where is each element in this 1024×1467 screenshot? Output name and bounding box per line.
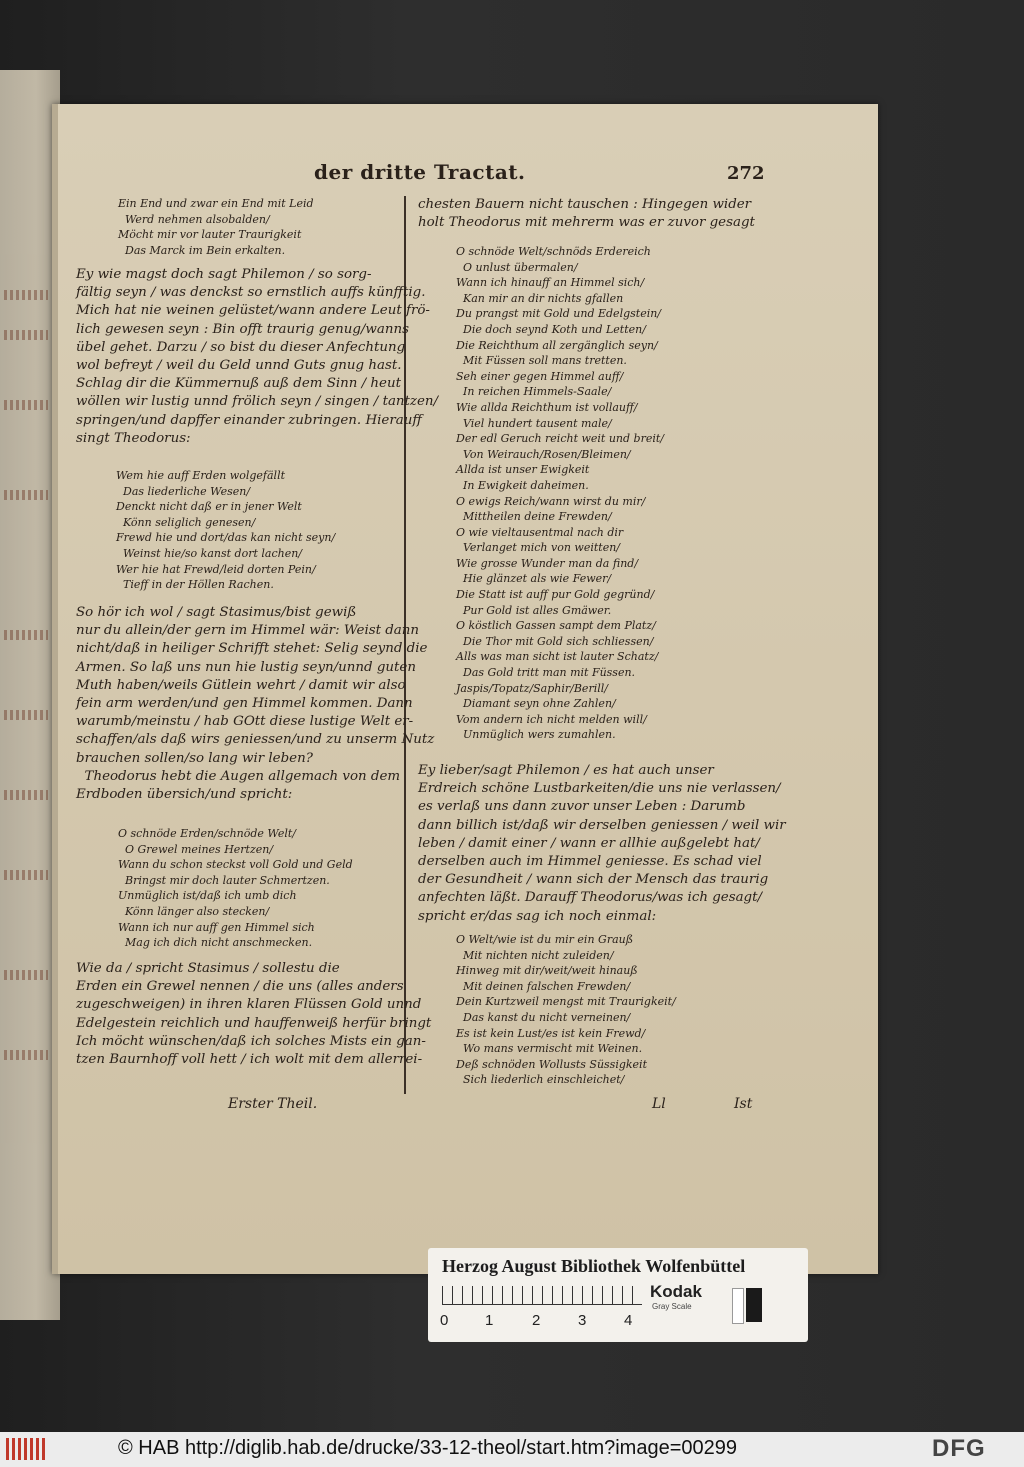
text-line: warumb/meinstu / hab GOtt diese lustige Welt er- bbox=[76, 714, 414, 730]
text-line: Möcht mir vor lauter Traurigkeit bbox=[118, 228, 302, 242]
text-line: Ich möcht wünschen/daß ich solches Mists ein gan- bbox=[76, 1033, 426, 1049]
footer-volume: Erster Theil. bbox=[228, 1096, 318, 1112]
text-line: So hör ich wol / sagt Stasimus/bist gewiß bbox=[76, 605, 357, 620]
text-line: O wie vieltausentmal nach dir bbox=[456, 525, 624, 539]
text-line: O Welt/wie ist du mir ein Grauß bbox=[456, 933, 634, 946]
text-line: Deß schnöden Wollusts Süssigkeit bbox=[456, 1057, 647, 1071]
text-line: In reichen Himmels-Saale/ bbox=[456, 385, 612, 399]
text-line: leben / damit einer / wann er allhie außgelebt hat/ bbox=[418, 835, 760, 851]
text-line: anfechten läßt. Darauff Theodorus/was ich gesagt/ bbox=[418, 890, 763, 906]
text-line: springen/und dapffer einander zubringen. Hierauff bbox=[76, 412, 422, 428]
bottom-credit-bar bbox=[0, 1432, 1024, 1467]
text-line: Hie glänzet als wie Fewer/ bbox=[456, 572, 612, 586]
left-verse-2 bbox=[116, 468, 335, 593]
text-line: brauchen sollen/so lang wir leben? bbox=[76, 750, 313, 766]
text-line: Wann du schon steckst voll Gold und Geld bbox=[118, 858, 353, 872]
text-line: Viel hundert tausent male/ bbox=[456, 416, 612, 430]
text-line: Alls was man sicht ist lauter Schatz/ bbox=[456, 650, 659, 664]
text-line: Wann ich hinauff an Himmel sich/ bbox=[456, 276, 645, 290]
text-line: wol befreyt / weil du Geld unnd Guts gnug hast. bbox=[76, 358, 402, 374]
hab-logo-icon bbox=[6, 1438, 46, 1460]
left-prose-1 bbox=[76, 266, 438, 448]
text-line: Du prangst mit Gold und Edelgstein/ bbox=[456, 307, 662, 321]
text-line: Muth haben/weils Gütlein wehrt / damit wir also bbox=[76, 677, 406, 693]
left-verse-1 bbox=[118, 196, 314, 258]
credit-link[interactable]: © HAB http://diglib.hab.de/drucke/33-12-theol/start.htm?image=00299 bbox=[118, 1437, 737, 1459]
text-line: Könn seliglich genesen/ bbox=[116, 515, 256, 529]
scale-ruler bbox=[442, 1286, 642, 1305]
text-line: O Grewel meines Hertzen/ bbox=[118, 842, 274, 856]
text-line: Kan mir an dir nichts gfallen bbox=[456, 291, 624, 305]
text-line: nur du allein/der gern im Himmel wär: Weist dann bbox=[76, 623, 420, 639]
text-line: Wer hie hat Frewd/leid dorten Pein/ bbox=[116, 562, 316, 576]
text-line: Die Statt ist auff pur Gold gegründ/ bbox=[456, 588, 655, 602]
text-line: Theodorus hebt die Augen allgemach von dem bbox=[76, 768, 401, 784]
text-line: Sich liederlich einschleichet/ bbox=[456, 1073, 625, 1087]
text-line: Das Gold tritt man mit Füssen. bbox=[456, 666, 636, 680]
kodak-logo: Kodak bbox=[650, 1282, 702, 1301]
text-line: holt Theodorus mit mehrerm was er zuvor gesagt bbox=[418, 215, 755, 231]
text-line: Bringst mir doch lauter Schmertzen. bbox=[118, 873, 330, 887]
white-swatch bbox=[732, 1288, 744, 1324]
text-line: Mit deinen falschen Frewden/ bbox=[456, 979, 631, 993]
text-line: Das kanst du nicht verneinen/ bbox=[456, 1010, 631, 1024]
dfg-logo: DFG bbox=[932, 1435, 986, 1462]
text-line: Ein End und zwar ein End mit Leid bbox=[118, 197, 314, 210]
text-line: O ewigs Reich/wann wirst du mir/ bbox=[456, 494, 646, 508]
text-line: Wie grosse Wunder man da find/ bbox=[456, 556, 639, 570]
text-line: Erden ein Grewel nennen / die uns (alles anders bbox=[76, 979, 404, 995]
text-line: Erdboden übersich/und spricht: bbox=[76, 787, 293, 803]
signature-mark: Ll bbox=[652, 1096, 666, 1112]
text-line: Pur Gold ist alles Gmäwer. bbox=[456, 603, 612, 617]
text-line: Hinweg mit dir/weit/weit hinauß bbox=[456, 964, 638, 978]
text-line: fältig seyn / was denckst so ernstlich auffs künfftig. bbox=[76, 285, 426, 301]
text-line: Wem hie auff Erden wolgefällt bbox=[116, 469, 286, 482]
text-line: Das Marck im Bein erkalten. bbox=[118, 243, 286, 257]
right-verse-2 bbox=[456, 932, 676, 1088]
text-line: Ey lieber/sagt Philemon / es hat auch unser bbox=[418, 763, 714, 778]
text-line: Schlag dir die Kümmernuß auß dem Sinn / heut bbox=[76, 376, 401, 392]
text-line: Von Weirauch/Rosen/Bleimen/ bbox=[456, 447, 631, 461]
ruler-number: 4 bbox=[624, 1312, 633, 1329]
text-line: Das liederliche Wesen/ bbox=[116, 484, 251, 498]
text-line: Erdreich schöne Lustbarkeiten/die uns nie verlassen/ bbox=[418, 781, 781, 797]
text-line: der Gesundheit / wann sich der Mensch das traurig bbox=[418, 872, 769, 888]
text-line: Werd nehmen alsobalden/ bbox=[118, 212, 270, 226]
previous-page-edge bbox=[0, 70, 60, 1320]
black-swatch bbox=[746, 1288, 762, 1322]
catchword: Ist bbox=[734, 1096, 753, 1112]
text-line: übel gehet. Darzu / so bist du dieser Anfechtung bbox=[76, 339, 406, 355]
page-number: 272 bbox=[727, 163, 765, 184]
text-line: O schnöde Welt/schnöds Erdereich bbox=[456, 245, 651, 258]
text-line: wöllen wir lustig unnd frölich seyn / singen / tantzen/ bbox=[76, 394, 439, 410]
text-line: O köstlich Gassen sampt dem Platz/ bbox=[456, 619, 656, 633]
text-line: Wo mans vermischt mit Weinen. bbox=[456, 1042, 643, 1056]
text-line: Verlanget mich von weitten/ bbox=[456, 541, 621, 555]
text-line: Mit Füssen soll mans tretten. bbox=[456, 354, 627, 368]
text-line: Armen. So laß uns nun hie lustig seyn/unnd guten bbox=[76, 659, 416, 675]
text-line: Denckt nicht daß er in jener Welt bbox=[116, 500, 302, 514]
text-line: schaffen/als daß wirs geniessen/und zu unserm Nutz bbox=[76, 732, 435, 748]
page-gutter bbox=[52, 104, 58, 1274]
text-line: fein arm werden/und gen Himmel kommen. Dann bbox=[76, 696, 413, 712]
text-line: O schnöde Erden/schnöde Welt/ bbox=[118, 827, 296, 840]
text-line: Mag ich dich nicht anschmecken. bbox=[118, 936, 313, 950]
text-line: lich gewesen seyn : Bin offt traurig genug/wanns bbox=[76, 321, 410, 337]
text-line: Mit nichten nicht zuleiden/ bbox=[456, 948, 614, 962]
text-line: Weinst hie/so kanst dort lachen/ bbox=[116, 546, 302, 560]
text-line: Es ist kein Lust/es ist kein Frewd/ bbox=[456, 1026, 646, 1040]
text-line: Unmüglich ist/daß ich umb dich bbox=[118, 889, 297, 903]
text-line: Tieff in der Höllen Rachen. bbox=[116, 578, 274, 592]
text-line: Seh einer gegen Himmel auff/ bbox=[456, 369, 624, 383]
left-verse-3 bbox=[118, 826, 353, 951]
library-name: Herzog August Bibliothek Wolfenbüttel bbox=[442, 1256, 746, 1276]
text-line: Unmüglich wers zumahlen. bbox=[456, 728, 616, 742]
ruler-number: 2 bbox=[532, 1312, 541, 1329]
text-line: Vom andern ich nicht melden will/ bbox=[456, 712, 647, 726]
text-line: Die Reichthum all zergänglich seyn/ bbox=[456, 338, 658, 352]
text-line: derselben auch im Himmel geniesse. Es schad viel bbox=[418, 854, 762, 870]
text-line: In Ewigkeit daheimen. bbox=[456, 478, 589, 492]
text-line: chesten Bauern nicht tauschen : Hingegen wider bbox=[418, 197, 752, 212]
text-line: es verlaß uns dann zuvor unser Leben : Darumb bbox=[418, 799, 746, 815]
text-line: Frewd hie und dort/das kan nicht seyn/ bbox=[116, 531, 336, 545]
text-line: nicht/daß in heiliger Schrifft stehet: Selig seynd die bbox=[76, 641, 428, 657]
text-line: Diamant seyn ohne Zahlen/ bbox=[456, 697, 616, 711]
text-line: spricht er/das sag ich noch einmal: bbox=[418, 908, 657, 924]
text-line: Die doch seynd Koth und Letten/ bbox=[456, 322, 646, 336]
text-line: O unlust übermalen/ bbox=[456, 260, 578, 274]
library-label-card bbox=[428, 1248, 808, 1342]
text-line: Dein Kurtzweil mengst mit Traurigkeit/ bbox=[456, 995, 676, 1009]
running-header-title: der dritte Tractat. bbox=[314, 160, 526, 184]
right-prose-1 bbox=[418, 196, 755, 232]
text-line: dann billich ist/daß wir derselben geniessen / weil wir bbox=[418, 817, 786, 833]
right-prose-2 bbox=[418, 762, 786, 926]
text-line: singt Theodorus: bbox=[76, 430, 191, 446]
text-line: Die Thor mit Gold sich schliessen/ bbox=[456, 634, 654, 648]
text-line: Könn länger also stecken/ bbox=[118, 904, 270, 918]
ruler-number: 1 bbox=[485, 1312, 494, 1329]
text-line: Edelgestein reichlich und hauffenweiß herfür bringt bbox=[76, 1015, 432, 1031]
text-line: Allda ist unser Ewigkeit bbox=[456, 463, 590, 477]
right-verse-1 bbox=[456, 244, 664, 743]
grayscale-label: Gray Scale bbox=[652, 1302, 692, 1311]
ruler-number: 3 bbox=[578, 1312, 587, 1329]
text-line: zugeschweigen) in ihren klaren Flüssen Gold unnd bbox=[76, 997, 422, 1013]
text-line: Mittheilen deine Frewden/ bbox=[456, 510, 612, 524]
left-prose-2 bbox=[76, 604, 434, 804]
text-line: Der edl Geruch reicht weit und breit/ bbox=[456, 432, 665, 446]
text-line: Wie allda Reichthum ist vollauff/ bbox=[456, 400, 638, 414]
text-line: tzen Baurnhoff voll hett / ich wolt mit dem allerrei- bbox=[76, 1052, 423, 1068]
left-prose-3 bbox=[76, 960, 431, 1069]
text-line: Mich hat nie weinen gelüstet/wann andere Leut frö- bbox=[76, 303, 430, 319]
text-line: Wie da / spricht Stasimus / sollestu die bbox=[76, 961, 340, 976]
text-line: Wann ich nur auff gen Himmel sich bbox=[118, 920, 315, 934]
ruler-number: 0 bbox=[440, 1312, 449, 1329]
text-line: Ey wie magst doch sagt Philemon / so sorg- bbox=[76, 267, 372, 282]
text-line: Jaspis/Topatz/Saphir/Berill/ bbox=[456, 681, 608, 695]
